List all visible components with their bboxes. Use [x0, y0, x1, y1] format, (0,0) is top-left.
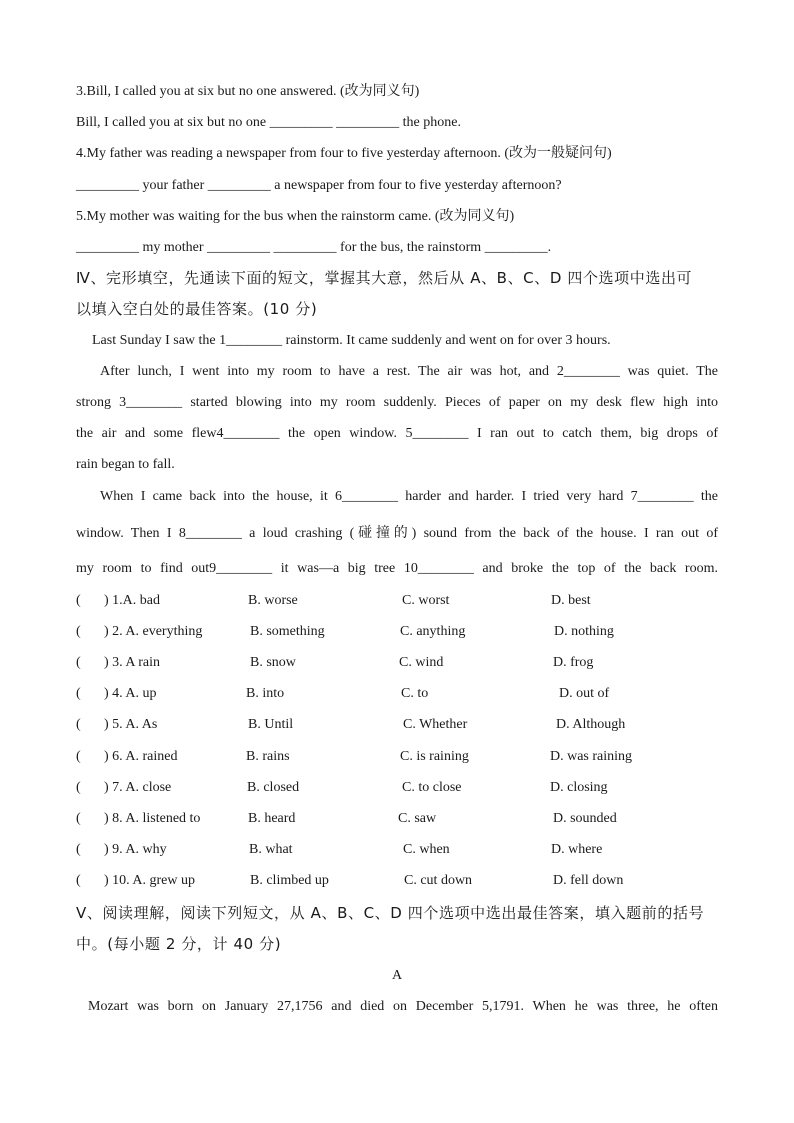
- cloze-passage-line: After lunch, I went into my room to have a rest. The air was hot, and 2________ was quiet. The: [100, 364, 718, 379]
- option-c: C. Whether: [403, 717, 468, 732]
- cloze-passage-line: the air and some flew4________ the open window. 5________ I ran out to catch them, big drops of: [76, 426, 718, 441]
- option-row: [76, 591, 718, 611]
- option-b: B. what: [249, 842, 293, 857]
- answer-bracket[interactable]: (: [76, 593, 81, 608]
- option-b: B. Until: [248, 717, 294, 732]
- option-row: [76, 840, 718, 860]
- option-c: C. to close: [402, 780, 462, 795]
- option-b: B. snow: [250, 655, 296, 670]
- answer-bracket[interactable]: (: [76, 655, 81, 670]
- option-b: B. heard: [248, 811, 296, 826]
- option-row: [76, 653, 718, 673]
- option-a: ) 2. A. everything: [104, 624, 203, 639]
- option-d: D. nothing: [554, 624, 614, 639]
- option-a: ) 5. A. As: [104, 717, 158, 732]
- option-b: B. into: [246, 686, 285, 701]
- option-c: C. worst: [402, 593, 450, 608]
- option-d: D. frog: [553, 655, 594, 670]
- cloze-passage-line: Last Sunday I saw the 1________ rainstorm. It came suddenly and went on for over 3 hours.: [92, 333, 611, 348]
- option-c: C. anything: [400, 624, 466, 639]
- option-c: C. when: [403, 842, 450, 857]
- answer-bracket[interactable]: (: [76, 780, 81, 795]
- option-c: C. wind: [399, 655, 444, 670]
- option-d: D. where: [551, 842, 603, 857]
- q3-answer-line: Bill, I called you at six but no one _________ _________ the phone.: [76, 115, 461, 130]
- option-b: B. closed: [247, 780, 300, 795]
- option-b: B. rains: [246, 749, 290, 764]
- option-a: ) 8. A. listened to: [104, 811, 201, 826]
- option-d: D. closing: [550, 780, 608, 795]
- answer-bracket[interactable]: (: [76, 873, 81, 888]
- cloze-passage-line: strong 3________ started blowing into my room suddenly. Pieces of paper on my desk flew high into: [76, 395, 718, 410]
- option-row: [76, 684, 718, 704]
- q5-prompt: 5.My mother was waiting for the bus when the rainstorm came. (改为同义句): [76, 209, 515, 224]
- option-row: [76, 622, 718, 642]
- section5-heading-line2: 中。(每小题 2 分，计 40 分): [76, 935, 282, 953]
- answer-bracket[interactable]: (: [76, 811, 81, 826]
- option-a: ) 7. A. close: [104, 780, 172, 795]
- option-a: ) 9. A. why: [104, 842, 167, 857]
- option-b: B. climbed up: [250, 873, 329, 888]
- cloze-passage-line: my room to find out9________ it was—a big tree 10________ and broke the top of the back room.: [76, 561, 718, 576]
- option-c: C. to: [401, 686, 429, 701]
- answer-bracket[interactable]: (: [76, 624, 81, 639]
- option-a: ) 3. A rain: [104, 655, 160, 670]
- q4-answer-line: _________ your father _________ a newspaper from four to five yesterday afternoon?: [76, 178, 562, 193]
- option-b: B. worse: [248, 593, 298, 608]
- cloze-passage-line: window. Then I 8________ a loud crashing (碰撞的) sound from the back of the house. I ran out of: [76, 526, 718, 541]
- option-a: ) 10. A. grew up: [104, 873, 195, 888]
- answer-bracket[interactable]: (: [76, 842, 81, 857]
- option-c: C. saw: [398, 811, 437, 826]
- option-d: D. Although: [556, 717, 626, 732]
- q5-answer-line: _________ my mother _________ _________ for the bus, the rainstorm _________.: [76, 240, 552, 255]
- section5-heading-line1: Ⅴ、阅读理解，阅读下列短文，从 A、B、C、D 四个选项中选出最佳答案，填入题前的括号: [76, 904, 705, 922]
- section4-heading-line1: Ⅳ、完形填空，先通读下面的短文，掌握其大意，然后从 A、B、C、D 四个选项中选出可: [76, 269, 693, 287]
- q3-prompt: 3.Bill, I called you at six but no one answered. (改为同义句): [76, 84, 420, 99]
- answer-bracket[interactable]: (: [76, 686, 81, 701]
- option-b: B. something: [250, 624, 325, 639]
- q4-prompt: 4.My father was reading a newspaper from four to five yesterday afternoon. (改为一般疑问句): [76, 146, 612, 161]
- option-row: [76, 747, 718, 767]
- option-row: [76, 778, 718, 798]
- option-d: D. sounded: [553, 811, 617, 826]
- cloze-passage-line: When I came back into the house, it 6________ harder and harder. I tried very hard 7________ the: [100, 489, 718, 504]
- option-d: D. best: [551, 593, 591, 608]
- option-c: C. is raining: [400, 749, 469, 764]
- option-d: D. out of: [559, 686, 610, 701]
- section4-heading-line2: 以填入空白处的最佳答案。(10 分): [76, 300, 318, 318]
- option-a: ) 1.A. bad: [104, 593, 160, 608]
- reading-passage-line: Mozart was born on January 27,1756 and died on December 5,1791. When he was three, he often: [88, 999, 718, 1014]
- answer-bracket[interactable]: (: [76, 749, 81, 764]
- option-row: [76, 715, 718, 735]
- option-a: ) 6. A. rained: [104, 749, 178, 764]
- option-d: D. fell down: [553, 873, 624, 888]
- option-row: [76, 809, 718, 829]
- option-c: C. cut down: [404, 873, 473, 888]
- answer-bracket[interactable]: (: [76, 717, 81, 732]
- option-a: ) 4. A. up: [104, 686, 157, 701]
- cloze-passage-line: rain began to fall.: [76, 457, 175, 472]
- passage-label: A: [391, 968, 403, 983]
- option-d: D. was raining: [550, 749, 633, 764]
- option-row: [76, 871, 718, 891]
